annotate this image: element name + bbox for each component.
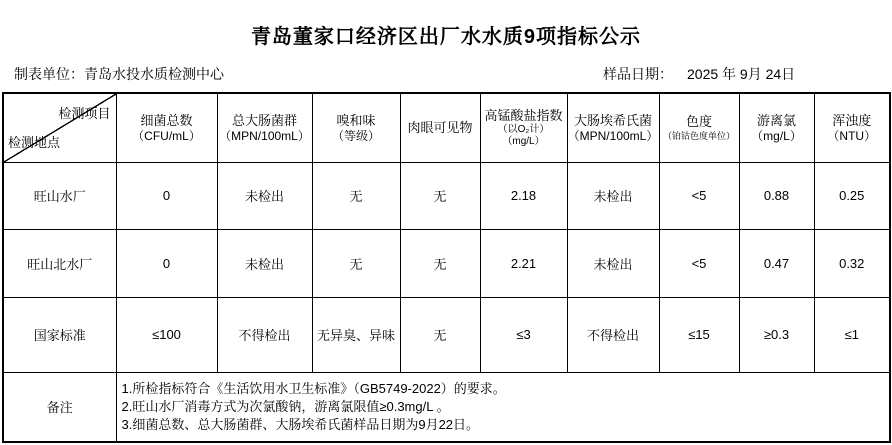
col-unit: （NTU） <box>827 128 877 143</box>
value-cell: 0 <box>116 162 217 229</box>
col-unit: （mg/L） <box>751 128 802 143</box>
value-cell: 不得检出 <box>217 297 312 372</box>
col-title: 嗅和味 <box>336 112 376 128</box>
value-cell: 未检出 <box>567 162 659 229</box>
value-cell: 0.32 <box>814 229 890 297</box>
col-title: 高锰酸盐指数 <box>484 108 563 124</box>
col-title: 总大肠菌群 <box>231 112 297 128</box>
col-title: 细菌总数 <box>140 112 193 128</box>
value-cell: 未检出 <box>217 162 312 229</box>
page-title: 青岛董家口经济区出厂水水质9项指标公示 <box>250 26 642 48</box>
col-header-turbidity <box>814 93 890 162</box>
remarks-label: 备注 <box>3 372 116 442</box>
col-title: 色度 <box>685 114 712 130</box>
value-cell: 无 <box>312 162 400 229</box>
header-row <box>3 93 890 162</box>
table-row-national-standard <box>3 297 890 372</box>
col-unit: （MPN/100mL） <box>567 128 659 143</box>
remark-line: 3.细菌总数、总大肠菌群、大肠埃希氏菌样品日期为9月22日。 <box>121 416 480 432</box>
col-header-chromaticity <box>659 93 739 162</box>
col-unit: （MPN/100mL） <box>219 128 310 143</box>
col-header-odor-taste <box>312 93 400 162</box>
col-header-total-coliform <box>217 93 312 162</box>
site-name: 旺山北水厂 <box>3 229 116 297</box>
col-unit: （等级） <box>331 128 380 143</box>
water-quality-table <box>2 92 891 443</box>
value-cell: 不得检出 <box>567 297 659 372</box>
corner-label-sites: 检测地点 <box>8 134 61 150</box>
value-cell: 0 <box>116 229 217 297</box>
table-row-wangshan-north-plant <box>3 229 890 297</box>
col-unit: （以O₂计） <box>497 124 550 136</box>
col-title: 肉眼可见物 <box>407 120 473 136</box>
site-name: 国家标准 <box>3 297 116 372</box>
sample-date-value: 2025 年 9月 24日 <box>687 66 796 82</box>
value-cell: ≤100 <box>116 297 217 372</box>
value-cell: ≤15 <box>659 297 739 372</box>
value-cell: 无 <box>312 229 400 297</box>
col-header-free-chlorine <box>739 93 814 162</box>
value-cell: 未检出 <box>567 229 659 297</box>
col-unit: （CFU/mL） <box>132 128 201 143</box>
site-name: 旺山水厂 <box>3 162 116 229</box>
col-unit2: （mg/L） <box>502 136 545 148</box>
value-cell: <5 <box>659 229 739 297</box>
remarks-content <box>116 372 890 442</box>
corner-cell <box>3 93 116 162</box>
col-title: 大肠埃希氏菌 <box>573 112 652 128</box>
col-unit: （铂钴色度单位） <box>662 131 735 142</box>
col-header-e-coli <box>567 93 659 162</box>
value-cell: 2.21 <box>480 229 567 297</box>
value-cell: 无异臭、异味 <box>312 297 400 372</box>
issuing-unit-label: 制表单位：青岛水投水质检测中心 <box>14 66 224 82</box>
sample-date <box>603 64 795 84</box>
col-header-permanganate-index <box>480 93 567 162</box>
col-header-bacteria-total <box>116 93 217 162</box>
corner-label-items: 检测项目 <box>58 106 111 121</box>
value-cell: <5 <box>659 162 739 229</box>
value-cell: 无 <box>400 229 480 297</box>
remark-line: 1.所检指标符合《生活饮用水卫生标准》（GB5749-2022）的要求。 <box>121 380 506 396</box>
table-row-remarks <box>3 372 890 442</box>
sample-date-label: 样品日期： <box>603 66 673 82</box>
value-cell: ≤3 <box>480 297 567 372</box>
col-header-visible-matter <box>400 93 480 162</box>
value-cell: 无 <box>400 162 480 229</box>
col-title: 游离氯 <box>756 112 796 128</box>
remark-line: 2.旺山水厂消毒方式为次氯酸钠，游离氯限值≥0.3mg/L 。 <box>121 398 450 414</box>
value-cell: 无 <box>400 297 480 372</box>
value-cell: 0.47 <box>739 229 814 297</box>
col-title: 浑浊度 <box>832 112 872 128</box>
value-cell: 0.88 <box>739 162 814 229</box>
value-cell: ≥0.3 <box>739 297 814 372</box>
value-cell: ≤1 <box>814 297 890 372</box>
value-cell: 0.25 <box>814 162 890 229</box>
value-cell: 未检出 <box>217 229 312 297</box>
value-cell: 2.18 <box>480 162 567 229</box>
table-row-wangshan-plant <box>3 162 890 229</box>
